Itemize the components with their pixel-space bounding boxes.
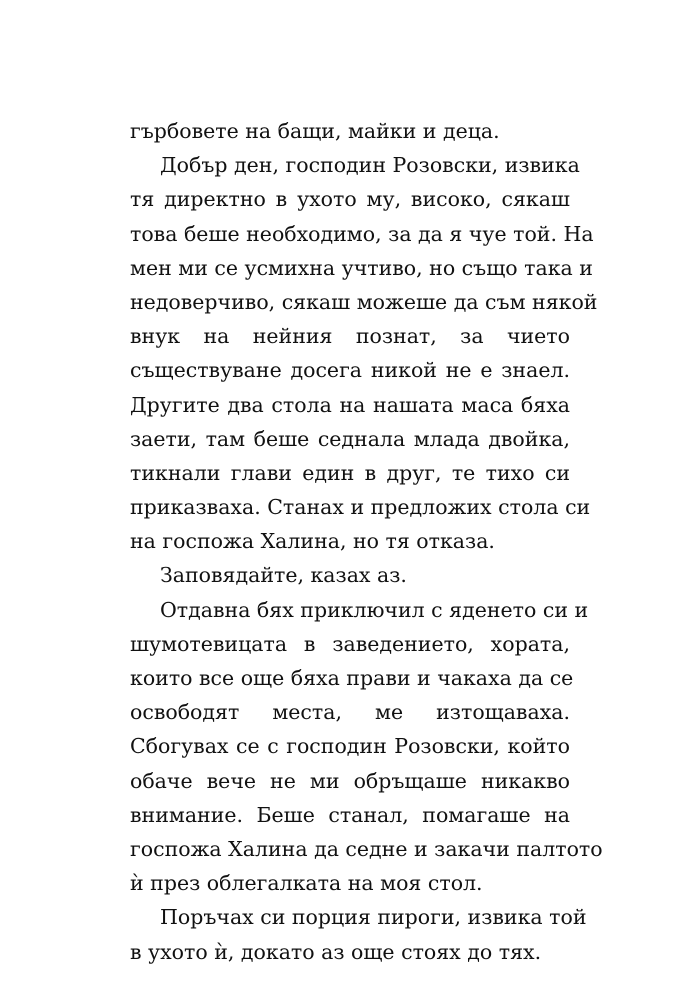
text-line: на госпожа Халина, но тя отказа. (130, 529, 495, 554)
text-line: мен ми се усмихна учтиво, но също така и (130, 255, 593, 280)
text-line: госпожа Халина да седне и закачи палтото (130, 836, 603, 861)
text-line: тя директно в ухото му, високо, сякаш (130, 187, 570, 212)
text-line: внук на нейния познат, за чието (130, 324, 570, 349)
text-line: Отдавна бях приключил с яденето си и (160, 597, 589, 622)
text-line: обаче вече не ми обръщаше никакво (130, 768, 570, 793)
text-line: внимание. Беше станал, помагаше на (130, 802, 570, 827)
text-line: заети, там беше седнала млада двойка, (130, 426, 570, 451)
text-line: Добър ден, господин Розовски, извика (160, 153, 580, 178)
text-line: Сбогувах се с господин Розовски, който (130, 734, 570, 759)
text-line: това беше необходимо, за да я чуе той. На (130, 221, 594, 246)
text-line: ѝ през облегалката на моя стол. (130, 871, 483, 896)
text-line: Другите два стола на нашата маса бяха (130, 392, 570, 417)
text-line: тикнали глави един в друг, те тихо си (130, 460, 570, 485)
text-line: Заповядайте, казах аз. (160, 563, 407, 588)
text-line: гърбовете на бащи, майки и деца. (130, 119, 500, 143)
text-line: които все още бяха прави и чакаха да се (130, 666, 574, 690)
text-line: недоверчиво, сякаш можеше да съм някой (130, 289, 598, 314)
text-line: Поръчах си порция пироги, извика той (160, 905, 587, 930)
text-line: освободят места, ме изтощаваха. (130, 700, 570, 725)
text-line: съществуване досега никой не е знаел. (130, 358, 570, 383)
text-line: шумотевицата в заведението, хората, (130, 631, 570, 656)
text-line: в ухото ѝ, докато аз още стоях до тях. (130, 939, 542, 964)
text-line: приказваха. Станах и предложих стола си (130, 495, 591, 520)
body-text (130, 114, 603, 969)
